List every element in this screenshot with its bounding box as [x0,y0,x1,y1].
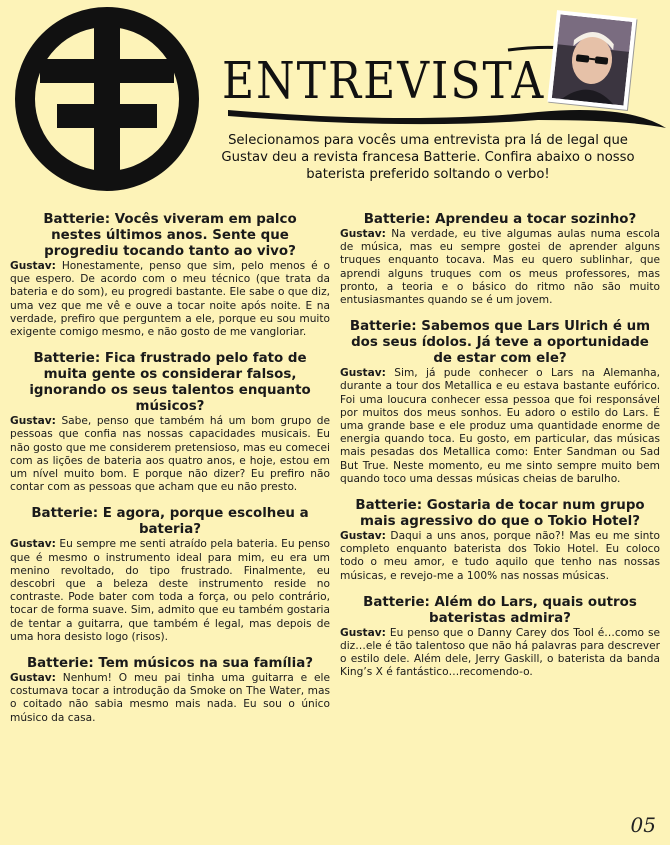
cross-circle-icon [12,4,202,194]
page-number: 05 [630,813,656,837]
question: Batterie: Gostaria de tocar num grupo mais agressivo do que o Tokio Hotel? [355,498,645,530]
answer-text: Daqui a uns anos, porque não?! Mas eu me sinto completo enquanto baterista dos Tokio Hotel. Eu coloco todo o meu amor, e tudo aquilo que tenho nas nossas músicas, e revejo-me a 100% nas nossas músicas. [340,530,660,582]
answer [340,530,660,583]
intro-text: Selecionamos para vocês uma entrevista pra lá de legal que Gustav deu a revista francesa Batterie. Confira abaixo o nosso baterista preferido soltando o verbo! [221,133,635,182]
question: Batterie: Sabemos que Lars Ulrich é um dos seus ídolos. Já teve a oportunidade de estar com ele? [349,319,651,367]
answer [10,260,330,339]
qa-block [10,656,330,725]
portrait-image [552,14,632,105]
speaker: Gustav: [10,415,56,428]
speaker: Gustav: [10,672,56,685]
answer-text: Honestamente, penso que sim, pelo menos é o que espero. De acordo com o meu técnico (que trata da bateria e do som), eu progredi bastante. Ele sabe o que diz, uma vez que me vê e ouve a tocar noite após noite. E na verdade, prefiro que perguntem a ele, porque eu sou muito exigente comigo mesmo, e não gosto de me vangloriar. [10,260,330,339]
answer-text: Eu sempre me senti atraído pela bateria. Eu penso que é mesmo o instrumento ideal para mim, eu era um menino revoltado, do tipo frustrado. Finalmente, eu descobri que a beleza deste instrumento reside no contraste. Pode bater com toda a força, ou pelo contrário, tocar de forma suave. Sim, admito que eu também gostaria de tentar a guitarra, que também é legal, mas depois de uma hora desisto logo (risos). [10,538,331,643]
speaker: Gustav: [340,530,386,543]
answer-text: Nenhum! O meu pai tinha uma guitarra e ele costumava tocar a introdução da Smoke on The Water, mas o coitado não sabia mesmo mais nada. Eu sou o único músico da casa. [10,672,330,724]
left-column [10,212,330,737]
gustav-photo [547,10,636,110]
question: Batterie: Aprendeu a tocar sozinho? [363,212,637,227]
speaker: Gustav: [10,538,56,551]
speaker: Gustav: [10,260,56,272]
qa-block [10,351,330,494]
question: Batterie: Além do Lars, quais outros bateristas admira? [363,594,637,626]
page-title: ENTREVISTA [222,52,546,111]
answer [340,627,660,680]
qa-block [10,506,330,644]
right-column [340,212,660,692]
answer-text: Eu penso que o Danny Carey dos Tool é…como se diz…ele é tão talentoso que não há palavras para descrever o estilo dele. Além dele, Jerry Gaskill, o baterista da banda King’s X é fantástico…recomendo-o. [340,626,661,679]
speaker: Gustav: [340,228,386,240]
speaker: Gustav: [340,626,386,639]
qa-block [340,498,660,583]
question: Batterie: Tem músicos na sua família? [26,656,314,672]
question: Batterie: E agora, porque escolheu a bateria? [31,506,309,538]
answer-text: Sim, já pude conhecer o Lars na Alemanha, durante a tour dos Metallica e eu estava bastante eufórico. Foi uma loucura conhecer essa pessoa que foi responsável por muitos dos meus sonhos. Eu adoro o estilo do Lars. É uma grande base e ele produz uma quantidade enorme de energia quando toca. Eu gosto, em particular, das músicas mais pesadas dos Metallica como: Enter Sandman ou Sad But True. Neste momento, eu me sinto sempre muito bem quando toco uma dessas músicas cheias de barulho. [340,367,660,485]
answer [340,367,660,486]
answer-text: Na verdade, eu tive algumas aulas numa escola de música, mas eu sempre gostei de aprender alguns truques enquanto tocava. Mas eu quero sublinhar, que aprendi alguns truques com os meus professores, mas pronto, a teoria e o básico do ritmo não são muito entusiasmantes quando se é um jovem. [340,228,660,307]
answer [10,538,330,644]
question: Batterie: Vocês viveram em palco nestes últimos anos. Sente que progrediu tocando tanto ao vivo? [43,212,297,259]
band-logo [12,4,202,194]
answer-text: Sabe, penso que também há um bom grupo de pessoas que confia nas nossas capacidades musicais. Eu não gosto que me considerem pretensioso, mas eu comecei com as lições de bateria aos quatro anos, e hoje, estou em um nível muito bom. E porque não dizer? Eu prefiro não contar com as pessoas que acham que eu não presto. [10,415,331,494]
qa-block [10,212,330,339]
answer [340,228,660,307]
speaker: Gustav: [340,367,386,380]
qa-block [340,319,660,486]
answer [10,672,330,725]
qa-block [340,595,660,680]
question: Batterie: Fica frustrado pelo fato de muita gente os considerar falsos, ignorando os seus talentos enquanto músicos? [29,351,311,415]
answer [10,415,330,494]
qa-block [340,212,660,307]
